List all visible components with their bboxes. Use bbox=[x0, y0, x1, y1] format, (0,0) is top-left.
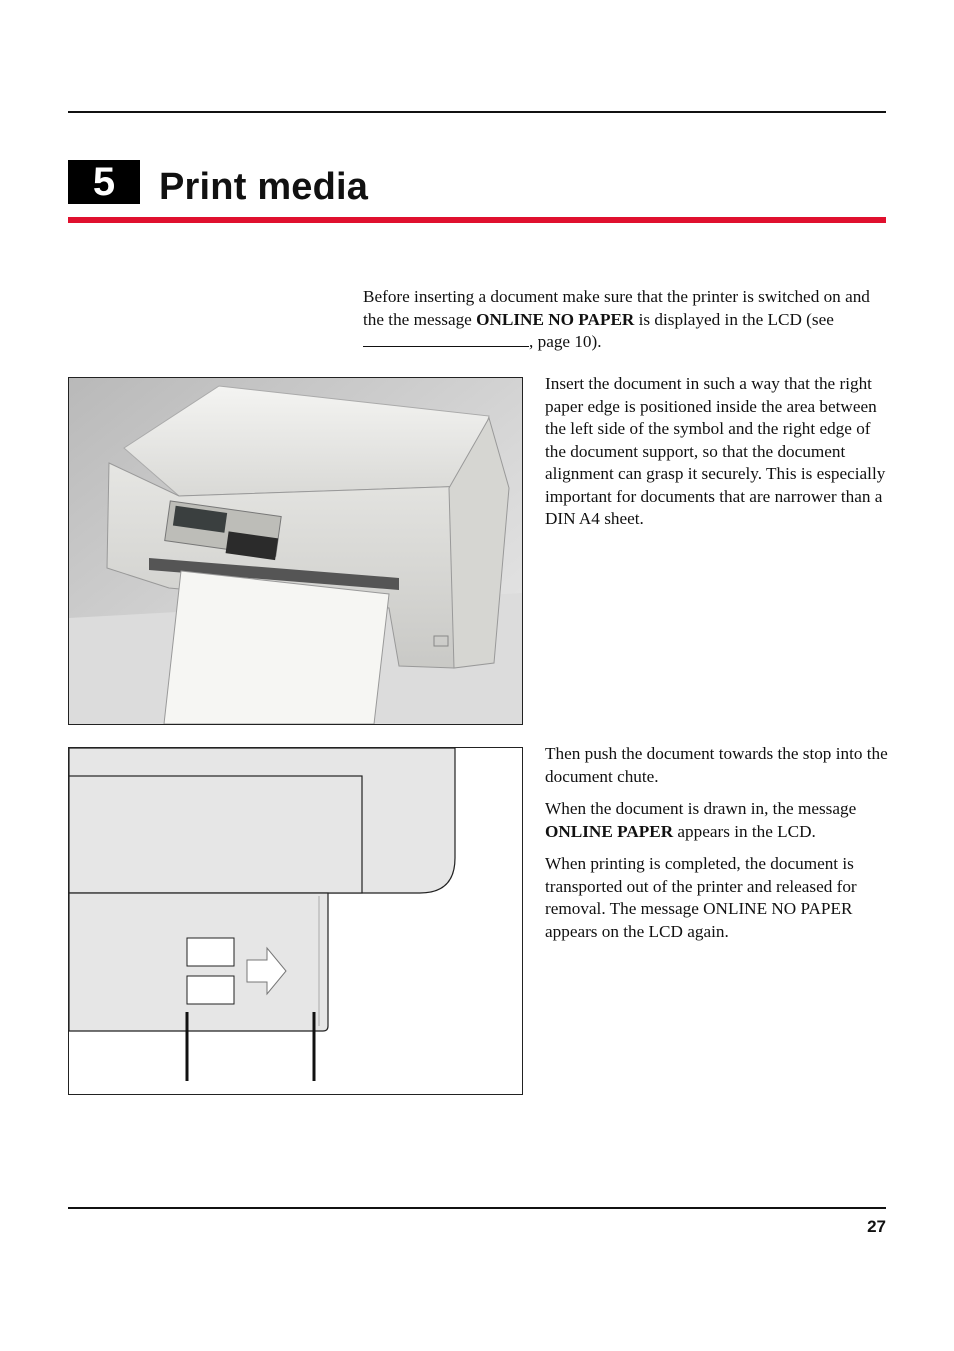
chapter-title: Print media bbox=[159, 166, 369, 208]
chapter-number: 5 bbox=[68, 160, 140, 204]
cross-reference-link[interactable] bbox=[363, 332, 529, 347]
push-section bbox=[545, 743, 890, 953]
printer-photo bbox=[68, 377, 523, 725]
online-no-paper-message: ONLINE NO PAPER bbox=[476, 309, 635, 329]
drawn-in-paragraph: When the document is drawn in, the message ONLINE PAPER appears in the LCD. bbox=[545, 799, 857, 841]
online-paper-message: ONLINE PAPER bbox=[545, 821, 674, 841]
push-paragraph: Then push the document towards the stop into the document chute. bbox=[545, 744, 888, 786]
completed-paragraph: When printing is completed, the document is transported out of the printer and released for removal. The message ONLINE NO PAPER appears on the LCD again. bbox=[545, 854, 857, 941]
intro-paragraph: Before inserting a document make sure that the printer is switched on and the the message ONLINE NO PAPER is displayed in the LCD (see , page 10). bbox=[363, 287, 870, 351]
header-rule bbox=[68, 111, 886, 113]
page-number: 27 bbox=[867, 1217, 886, 1236]
alignment-diagram bbox=[68, 747, 523, 1095]
footer-rule bbox=[68, 1207, 886, 1209]
insert-paragraph: Insert the document in such a way that the right paper edge is positioned inside the area between the left side of the symbol and the right edge of the document support, so that the document alignment can grasp it securely. This is especially important for documents that are narrower than a DIN A4 sheet. bbox=[545, 374, 886, 528]
title-underline bbox=[68, 217, 886, 223]
